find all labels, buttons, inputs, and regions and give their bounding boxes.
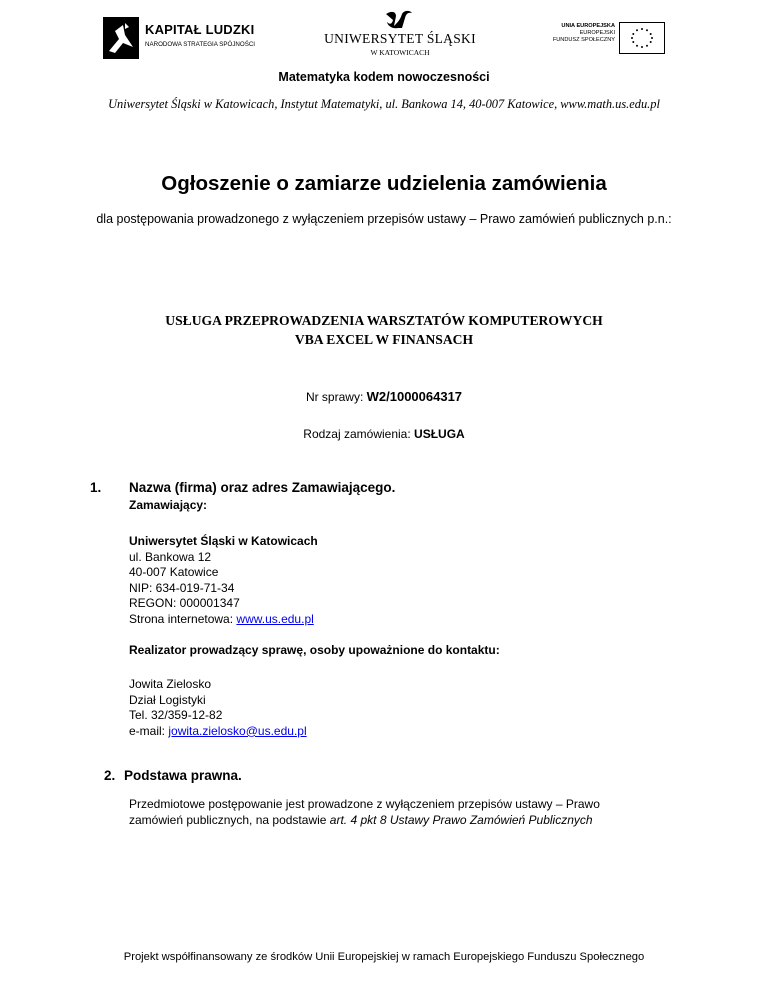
kapital-ludzki-title: KAPITAŁ LUDZKI [145, 22, 255, 37]
email-link[interactable]: jowita.zielosko@us.edu.pl [168, 723, 307, 738]
service-name [0, 311, 768, 349]
section2-body [129, 797, 649, 828]
footer-text: Projekt współfinansowany ze środków Unii Europejskiej w ramach Europejskiego Funduszu Społecznego [123, 951, 645, 963]
kapital-ludzki-emblem-icon [103, 17, 139, 59]
service-name-line2: VBA EXCEL W FINANSACH [294, 332, 474, 347]
case-number [0, 389, 768, 404]
org-street: ul. Bankowa 12 [129, 549, 212, 564]
section2-text: Przedmiotowe postępowanie jest prowadzone z wyłączeniem przepisów ustawy – Prawo zamówień publicznych, na podstawie [129, 797, 600, 827]
eu-logo-line2: EUROPEJSKI [579, 30, 615, 37]
section2-title: Podstawa prawna. [124, 768, 242, 783]
eu-logo-line3: FUNDUSZ SPOŁECZNY [552, 37, 615, 44]
contact-heading: Realizator prowadzący sprawę, osoby upoważnione do kontaktu: [129, 643, 500, 657]
university-subtitle: W KATOWICACH [370, 48, 430, 57]
kapital-ludzki-subtitle: NARODOWA STRATEGIA SPÓJNOŚCI [145, 41, 256, 48]
contact-email-row [129, 724, 307, 740]
page-title: Ogłoszenie o zamiarze udzielenia zamówienia [161, 172, 607, 195]
section2-legal-basis: art. 4 pkt 8 Ustawy Prawo Zamówień Publicznych [329, 812, 593, 827]
website-label: Strona internetowa: [129, 611, 234, 626]
service-name-line1: USŁUGA PRZEPROWADZENIA WARSZTATÓW KOMPUTEROWYCH [165, 313, 603, 328]
org-regon: REGON: 000001347 [129, 596, 240, 611]
section1-number: 1. [90, 480, 102, 495]
order-type-label: Rodzaj zamówienia: [303, 427, 411, 441]
contact-dept: Dział Logistyki [129, 692, 206, 707]
case-number-label: Nr sprawy: [305, 390, 364, 404]
order-type-value: USŁUGA [414, 427, 465, 441]
eu-logo-line1: UNIA EUROPEJSKA [561, 23, 615, 29]
university-title: UNIWERSYTET ŚLĄSKI [324, 31, 476, 46]
order-type [0, 427, 768, 441]
contact-details [129, 677, 307, 739]
email-label: e-mail: [129, 723, 166, 738]
ordering-party-details [129, 534, 318, 628]
eu-flag-icon [619, 22, 665, 54]
section1-title: Nazwa (firma) oraz adres Zamawiającego. [129, 480, 396, 495]
section2-number: 2. [104, 768, 116, 783]
project-address: Uniwersytet Śląski w Katowicach, Instytut Matematyki, ul. Bankowa 14, 40-007 Katowice, www.math.us.edu.pl [108, 97, 660, 111]
ordering-party-label: Zamawiający: [129, 498, 208, 512]
kapital-ludzki-logo [103, 17, 263, 59]
university-emblem-icon [384, 10, 414, 30]
announcement-subtitle: dla postępowania prowadzonego z wyłączeniem przepisów ustawy – Prawo zamówień publicznych p.n.: [96, 212, 672, 226]
contact-name: Jowita Zielosko [129, 677, 212, 691]
contact-tel: Tel. 32/359-12-82 [129, 708, 223, 723]
org-nip: NIP: 634-019-71-34 [129, 580, 235, 595]
project-title: Matematyka kodem nowoczesności [278, 70, 490, 84]
eu-logo [537, 22, 665, 56]
university-logo [320, 10, 480, 60]
org-website-row [129, 612, 318, 628]
case-number-value: W2/1000064317 [366, 389, 463, 404]
website-link[interactable]: www.us.edu.pl [236, 611, 314, 626]
org-name: Uniwersytet Śląski w Katowicach [129, 534, 318, 548]
org-city: 40-007 Katowice [129, 565, 219, 580]
eu-logo-text [537, 23, 615, 45]
